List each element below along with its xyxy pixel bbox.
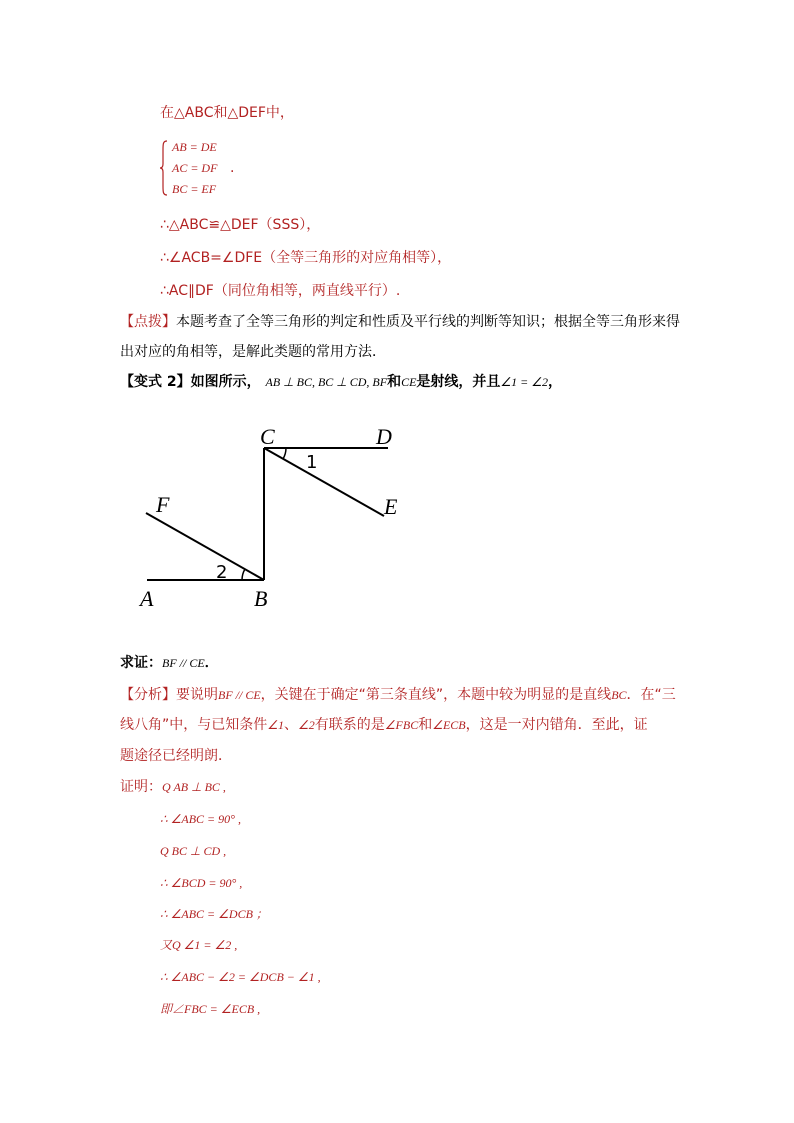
analysis-line2a: 线八角”中，与已知条件	[120, 717, 268, 733]
label-d: D	[376, 424, 392, 449]
tip-paragraph	[120, 313, 680, 331]
analysis-line2e: ，这是一对内错角．至此，证	[465, 717, 648, 733]
angle-equal-line: ∴∠ACB=∠DFE（全等三角形的对应角相等），	[160, 250, 452, 266]
proof-step4: ∴ ∠BCD = 90° ,	[160, 876, 243, 890]
ray-bf	[146, 513, 264, 580]
proof-label: 证明：	[120, 779, 162, 795]
prove-label: 求证：	[120, 655, 162, 671]
proof-step8: 即∠FBC = ∠ECB ,	[160, 1002, 261, 1016]
angle-arc-1	[283, 448, 286, 459]
parallel-line: ∴AC∥DF（同位角相等，两直线平行）.	[160, 283, 401, 299]
analysis-line1	[120, 686, 676, 704]
proof-step7: ∴ ∠ABC − ∠2 = ∠DCB − ∠1 ,	[160, 970, 321, 984]
analysis-line2c: 有联系的是	[314, 717, 385, 733]
equation-bc-ef: BC = EF	[172, 182, 217, 196]
proof-line1	[120, 778, 226, 796]
analysis-text1: 要说明	[176, 687, 218, 703]
prove-statement	[120, 654, 219, 672]
left-brace	[160, 140, 168, 196]
variant-math2: CE	[401, 375, 417, 389]
variant-text-d: ，	[548, 374, 563, 390]
label-f: F	[156, 492, 170, 517]
ray-ce	[264, 448, 384, 516]
label-b: B	[254, 586, 268, 611]
prove-math: BF // CE	[162, 656, 205, 670]
tip-text: 本题考查了全等三角形的判定和性质及平行线的判断等知识；根据全等三角形来得	[176, 314, 680, 330]
analysis-angle1: ∠1	[267, 718, 285, 732]
angle-arc-2	[242, 569, 245, 580]
analysis-text3: ．在“三	[626, 687, 676, 703]
proof-intro-line: 在△ABC和△DEF中，	[160, 105, 294, 121]
variant-heading	[120, 373, 562, 391]
variant-math: AB ⊥ BC, BC ⊥ CD, BF	[265, 375, 388, 389]
tip-text-line2: 出对应的角相等，是解此类题的常用方法．	[120, 344, 386, 360]
proof-step3: Q BC ⊥ CD ,	[160, 844, 227, 858]
analysis-line2	[120, 716, 648, 734]
proof-step5: ∴ ∠ABC = ∠DCB ；	[160, 907, 268, 921]
analysis-tag: 【分析】	[120, 687, 176, 703]
analysis-angle-ecb: ∠ECB	[432, 718, 466, 732]
tip-tag: 【点拨】	[120, 314, 176, 330]
label-a: A	[140, 586, 154, 611]
variant-tag: 【变式 2】	[120, 374, 191, 390]
congruence-line: ∴△ABC≌△DEF（SSS），	[160, 217, 321, 233]
equation-ab-de: AB = DE	[172, 140, 217, 154]
analysis-math1: BF // CE	[218, 688, 261, 702]
equation-ac-df: AC = DF	[172, 161, 218, 175]
equation-period: .	[230, 160, 235, 176]
analysis-math2: BC	[611, 688, 627, 702]
analysis-line2b: 、	[284, 717, 299, 733]
analysis-line2d: 和	[418, 717, 433, 733]
analysis-text2: ，关键在于确定“第三条直线”，本题中较为明显的是直线	[260, 687, 612, 703]
analysis-angle-fbc: ∠FBC	[384, 718, 419, 732]
proof-step2: ∴ ∠ABC = 90° ,	[160, 812, 241, 826]
analysis-line3: 题途径已经明朗．	[120, 748, 232, 764]
variant-text-b: 和	[387, 374, 402, 390]
label-angle-1: 1	[306, 452, 318, 473]
variant-math3: ∠1 = ∠2	[500, 375, 549, 389]
prove-end: ．	[204, 655, 219, 671]
variant-text-a: 如图所示，	[190, 374, 261, 390]
variant-text-c: 是射线，并且	[416, 374, 501, 390]
label-c: C	[260, 424, 275, 449]
label-angle-2: 2	[216, 562, 228, 583]
geometry-figure	[130, 420, 410, 620]
proof-step6: 又Q ∠1 = ∠2 ,	[160, 938, 238, 952]
analysis-angle2: ∠2	[298, 718, 315, 732]
label-e: E	[384, 494, 398, 519]
proof-step1: Q AB ⊥ BC ,	[162, 780, 226, 794]
